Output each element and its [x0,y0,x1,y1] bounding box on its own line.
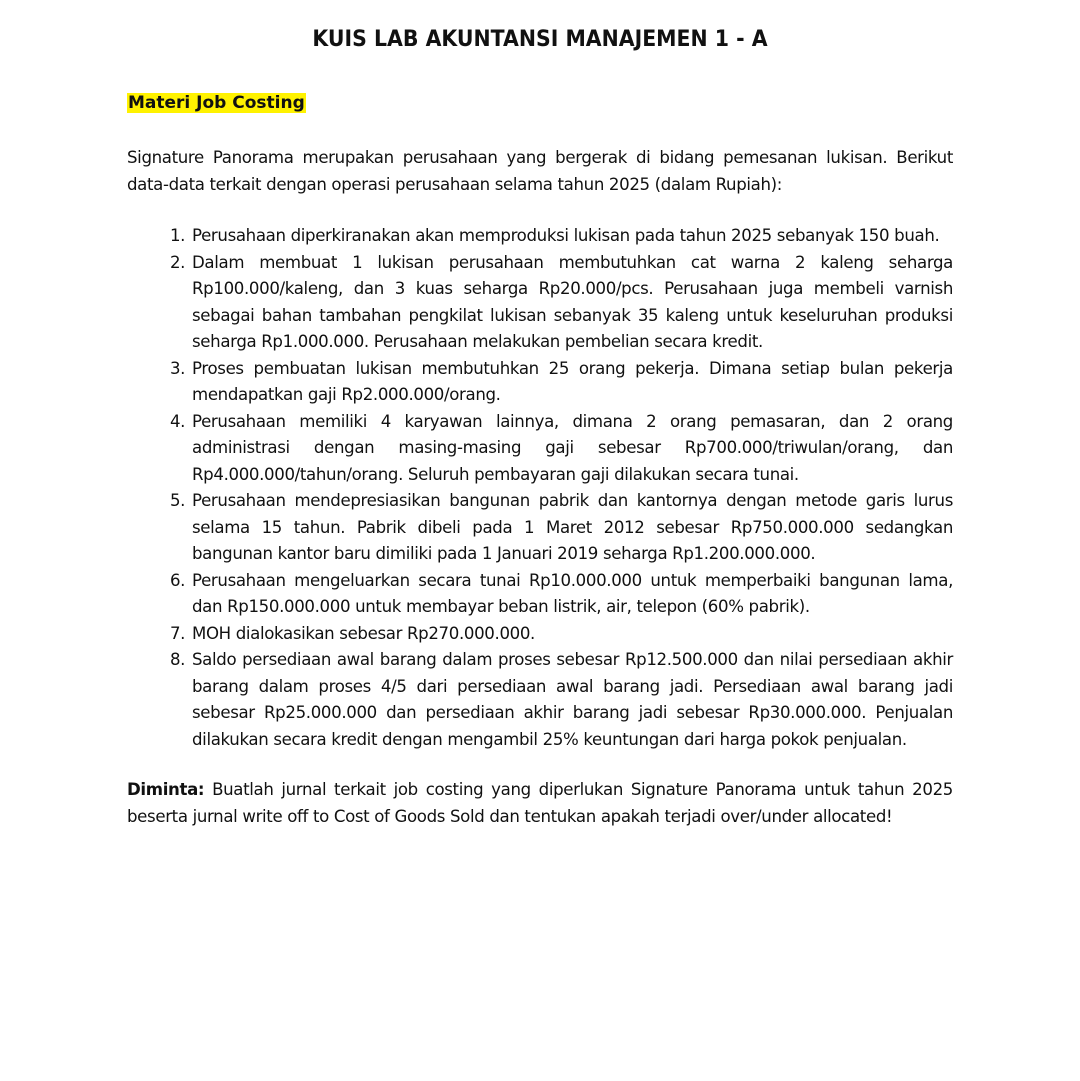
list-item: 4. Perusahaan memiliki 4 karyawan lainnya, dimana 2 orang pemasaran, dan 2 orang administrasi dengan masing-masing gaji sebesar Rp700.000/triwulan/orang, dan Rp4.000.000/tahun/orang. Seluruh pembayaran gaji dilakukan secara tunai. [190,409,953,489]
section-heading [127,91,953,115]
requested-text: Buatlah jurnal terkait job costing yang diperlukan Signature Panorama untuk tahun 2025 beserta jurnal write off to Cost of Goods Sold dan tentukan apakah terjadi over/under allocated! [127,780,953,826]
list-item: 2. Dalam membuat 1 lukisan perusahaan membutuhkan cat warna 2 kaleng seharga Rp100.000/kaleng, dan 3 kuas seharga Rp20.000/pcs. Perusahaan juga membeli varnish sebagai bahan tambahan pengkilat lukisan sebanyak 35 kaleng untuk keseluruhan produksi seharga Rp1.000.000. Perusahaan melakukan pembelian secara kredit. [190,250,953,356]
list-item: 7. MOH dialokasikan sebesar Rp270.000.000. [190,621,953,648]
list-item: 6. Perusahaan mengeluarkan secara tunai Rp10.000.000 untuk memperbaiki bangunan lama, dan Rp150.000.000 untuk membayar beban listrik, air, telepon (60% pabrik). [190,568,953,621]
list-item: 8. Saldo persediaan awal barang dalam proses sebesar Rp12.500.000 dan nilai persediaan akhir barang dalam proses 4/5 dari persediaan awal barang jadi. Persediaan awal barang jadi sebesar Rp25.000.000 dan persediaan akhir barang jadi sebesar Rp30.000.000. Penjualan dilakukan secara kredit dengan mengambil 25% keuntungan dari harga pokok penjualan. [190,647,953,753]
data-list [127,223,953,753]
list-item: 5. Perusahaan mendepresiasikan bangunan pabrik dan kantornya dengan metode garis lurus selama 15 tahun. Pabrik dibeli pada 1 Maret 2012 sebesar Rp750.000.000 sedangkan bangunan kantor baru dimiliki pada 1 Januari 2019 seharga Rp1.200.000.000. [190,488,953,568]
intro-paragraph: Signature Panorama merupakan perusahaan yang bergerak di bidang pemesanan lukisan. Berikut data-data terkait dengan operasi perusahaan selama tahun 2025 (dalam Rupiah): [127,148,953,194]
document-page [127,26,953,847]
section-heading-highlight: Materi Job Costing [128,93,305,113]
requested-paragraph [127,777,953,830]
document-title: KUIS LAB AKUNTANSI MANAJEMEN 1 - A [312,27,768,52]
requested-label: Diminta: [127,780,205,799]
list-item: 1. Perusahaan diperkiranakan akan memproduksi lukisan pada tahun 2025 sebanyak 150 buah. [190,223,953,250]
list-item: 3. Proses pembuatan lukisan membutuhkan 25 orang pekerja. Dimana setiap bulan pekerja mendapatkan gaji Rp2.000.000/orang. [190,356,953,409]
